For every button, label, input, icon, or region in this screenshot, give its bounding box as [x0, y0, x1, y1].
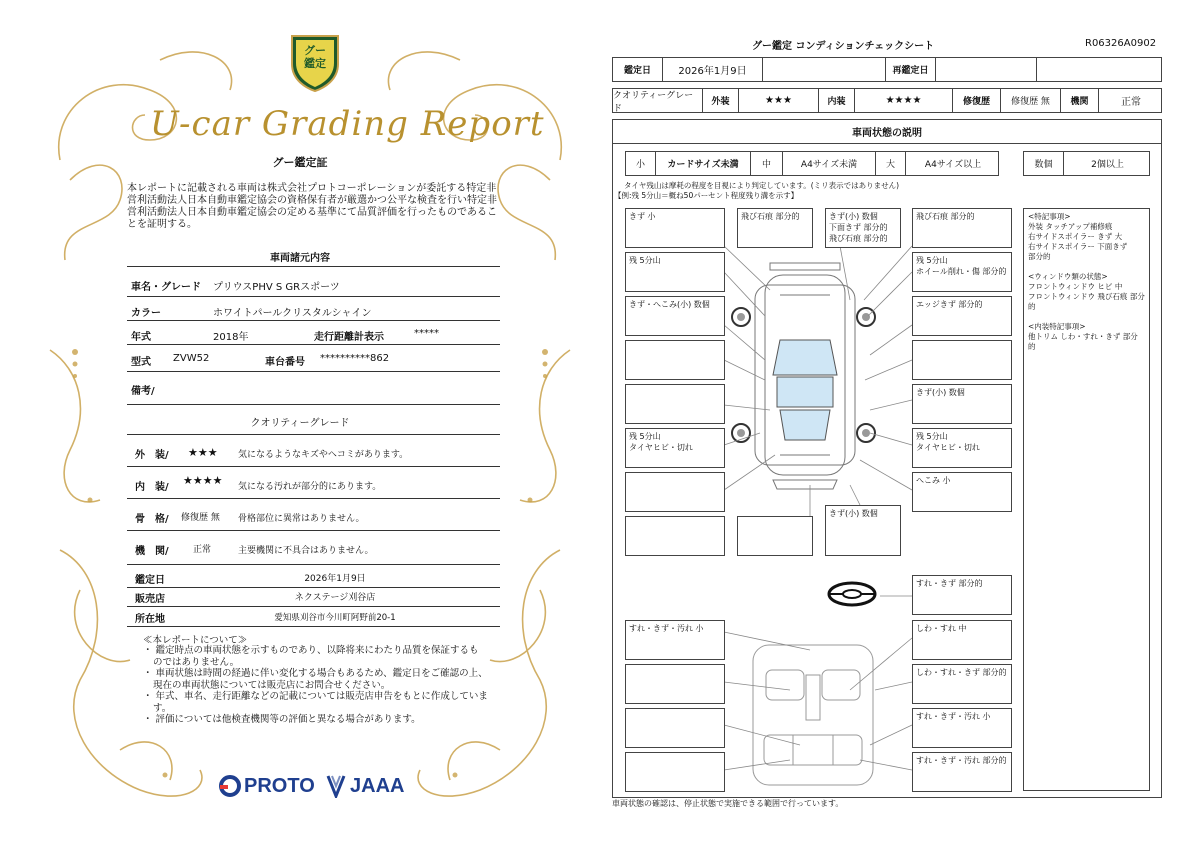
ext-label: 外装: [711, 97, 730, 107]
repair-value: 修復歴 無: [1011, 97, 1050, 107]
jaaa-mark-icon: [326, 774, 346, 798]
remark-box-l5: [625, 384, 725, 424]
remark-box-c3: [737, 516, 813, 556]
proto-logo-text: PROTO: [244, 774, 315, 797]
name-label: 車名・グレード: [131, 282, 201, 293]
date-value: 2026年1月9日: [678, 66, 747, 77]
quality-grade: ★★★★: [183, 474, 223, 487]
vin-value: **********862: [320, 353, 390, 364]
quality-desc: 気になるようなキズやヘコミがあります。: [238, 450, 409, 460]
quality-desc: 気になる汚れが部分的にあります。: [238, 482, 382, 492]
remark-box-r11: しわ・すれ・きず 部分的: [912, 664, 1012, 704]
note-item: ・ 鑑定時点の車両状態を示すものであり、以降将来にわたり品質を保証するものではありません。: [143, 645, 479, 668]
proto-logo: [218, 773, 315, 799]
report-script-title: U-car Grading Report: [150, 104, 545, 144]
remark-box-l13: [625, 752, 725, 792]
remark-box-r1: 飛び石痕 部分的: [912, 208, 1012, 248]
legend-small: 小: [635, 160, 645, 170]
cert-title: グー鑑定証: [272, 156, 328, 169]
engine-value: 正常: [1121, 97, 1141, 108]
remark-box-r6: 残 5分山 タイヤヒビ・切れ: [912, 428, 1012, 468]
engine-label: 機関: [1070, 97, 1089, 107]
remark-box-c2: きず(小) 数個 下面きず 部分的 飛び石痕 部分的: [825, 208, 901, 248]
quality-label: 外 装/: [135, 450, 169, 461]
condition-check-sheet: [600, 0, 1200, 848]
info-label: 販売店: [135, 594, 165, 605]
quality-heading: クオリティーグレード: [250, 418, 350, 429]
name-value: プリウスPHV S GRスポーツ: [213, 282, 340, 293]
tire-note-1: タイヤ残山は摩耗の程度を目視により判定しています。(ミリ表示ではありません): [624, 181, 900, 190]
remark-box-l3: きず・へこみ(小) 数個: [625, 296, 725, 336]
qg-label: クオリティーグレード: [613, 90, 694, 114]
remark-box-l12: [625, 708, 725, 748]
remark-box-r5: きず(小) 数個: [912, 384, 1012, 424]
remark-box-r7: へこみ 小: [912, 472, 1012, 512]
remark-box-c8: きず(小) 数個: [825, 505, 901, 556]
remark-box-l2: 残 5分山: [625, 252, 725, 292]
info-label: 所在地: [135, 614, 165, 625]
sheet-footer: 車両状態の確認は、停止状態で実施できる範囲で行っています。: [612, 799, 844, 808]
legend-large: 大: [885, 160, 895, 170]
remark-box-r2: 残 5分山 ホイール削れ・傷 部分的: [912, 252, 1012, 292]
remark-box-l7: [625, 472, 725, 512]
repair-label: 修復歴: [962, 97, 990, 107]
remark-box-r9: すれ・きず 部分的: [912, 575, 1012, 615]
tire-note-2: 【例:残 5分山＝概ね50パーセント程度残り溝を示す】: [614, 191, 799, 200]
year-label: 年式: [131, 332, 151, 343]
quality-grade: 修復歴 無: [181, 513, 220, 523]
ext-value: ★★★: [765, 95, 792, 106]
quality-label: 骨 格/: [135, 514, 169, 525]
note-label: 備考/: [131, 386, 155, 397]
odo-label: 走行距離計表示: [314, 332, 384, 343]
legend-mid: 中: [761, 160, 771, 170]
legend-count: 数個: [1034, 160, 1053, 170]
quality-label: 機 関/: [135, 546, 169, 557]
proto-mark-icon: [218, 774, 242, 798]
cert-body: 本レポートに記載される車両は株式会社プロトコーポレーションが委託する特定非営利活動法人日本自動車鑑定協会の資格保有者が厳選かつ公平な検査を行い特定非営利活動法人日本自動車鑑定協会の定める基準にて品質評価を行ったものであることを証明する。: [127, 183, 497, 230]
legend-count-desc: 2個以上: [1091, 160, 1124, 170]
info-label: 鑑定日: [135, 575, 165, 586]
reinspect-label: 再鑑定日: [892, 66, 929, 76]
quality-label: 内 装/: [135, 482, 169, 493]
info-value: ネクステージ刈谷店: [294, 593, 376, 603]
remark-box-l1: きず 小: [625, 208, 725, 248]
int-label: 内装: [827, 97, 846, 107]
legend-mid-desc: A4サイズ未満: [800, 160, 858, 170]
info-value: 愛知県刈谷市今川町阿野前20-1: [274, 613, 396, 623]
quality-desc: 主要機関に不具合はありません。: [238, 546, 374, 556]
odo-value: *****: [414, 328, 439, 339]
color-value: ホワイトパールクリスタルシャイン: [213, 308, 372, 319]
remark-box-r12: すれ・きず・汚れ 小: [912, 708, 1012, 748]
model-label: 型式: [131, 357, 151, 368]
notes-title: ≪本レポートについて≫: [143, 635, 248, 646]
quality-grade: 正常: [193, 545, 212, 555]
remark-box-r3: エッジきず 部分的: [912, 296, 1012, 336]
special-remarks: <特記事項> 外装 タッチアップ補修痕 右サイドスポイラー きず 大 右サイドスポイラー 下面きず 部分的 <ウィンドウ類の状態> フロントウィンドウ ヒビ 中 フロントウィンドウ 飛び石痕 部分的 <内装特記事項> 他トリム しわ・すれ・きず 部分的: [1023, 208, 1150, 791]
quality-desc: 骨格部位に異常はありません。: [238, 514, 365, 524]
year-value: 2018年: [213, 332, 249, 343]
color-label: カラー: [131, 308, 161, 319]
jaaa-logo-text: JAAA: [350, 774, 405, 797]
model-value: ZVW52: [173, 353, 210, 364]
badge-text: グー 鑑定: [304, 44, 326, 70]
note-item: ・ 車両状態は時間の経過に伴い変化する場合もあるため、鑑定日をご確認の上、現在の車両状態については販売店にお問合せください。: [143, 668, 488, 691]
quality-grade: ★★★: [188, 446, 218, 459]
spec-heading: 車両諸元内容: [270, 253, 330, 264]
remark-box-l6: 残 5分山 タイヤヒビ・切れ: [625, 428, 725, 468]
info-value: 2026年1月9日: [304, 574, 366, 584]
int-value: ★★★★: [885, 95, 922, 106]
vin-label: 車台番号: [265, 357, 305, 368]
section-title: 車両状態の説明: [852, 128, 922, 139]
remark-box-r10: しわ・すれ 中: [912, 620, 1012, 660]
note-item: ・ 年式、車名、走行距離などの記載については販売店申告をもとに作成しています。: [143, 691, 488, 714]
sheet-title: グー鑑定 コンディションチェックシート: [752, 41, 935, 52]
remark-box-c1: 飛び石痕 部分的: [737, 208, 813, 248]
note-item: ・ 評価については他検査機関等の評価と異なる場合があります。: [143, 714, 421, 725]
remark-box-r4: [912, 340, 1012, 380]
remark-box-r13: すれ・きず・汚れ 部分的: [912, 752, 1012, 792]
jaaa-logo: [326, 773, 404, 799]
remark-box-l11: [625, 664, 725, 704]
date-label: 鑑定日: [623, 66, 651, 76]
remark-box-l4: [625, 340, 725, 380]
remark-box-l8: [625, 516, 725, 556]
report-id: R06326A0902: [1085, 38, 1157, 49]
notes-list: [143, 645, 488, 726]
legend-small-desc: カードサイズ未満: [667, 160, 739, 170]
legend-large-desc: A4サイズ以上: [924, 160, 982, 170]
goo-kantei-badge: [288, 30, 342, 92]
remark-box-l10: すれ・きず・汚れ 小: [625, 620, 725, 660]
